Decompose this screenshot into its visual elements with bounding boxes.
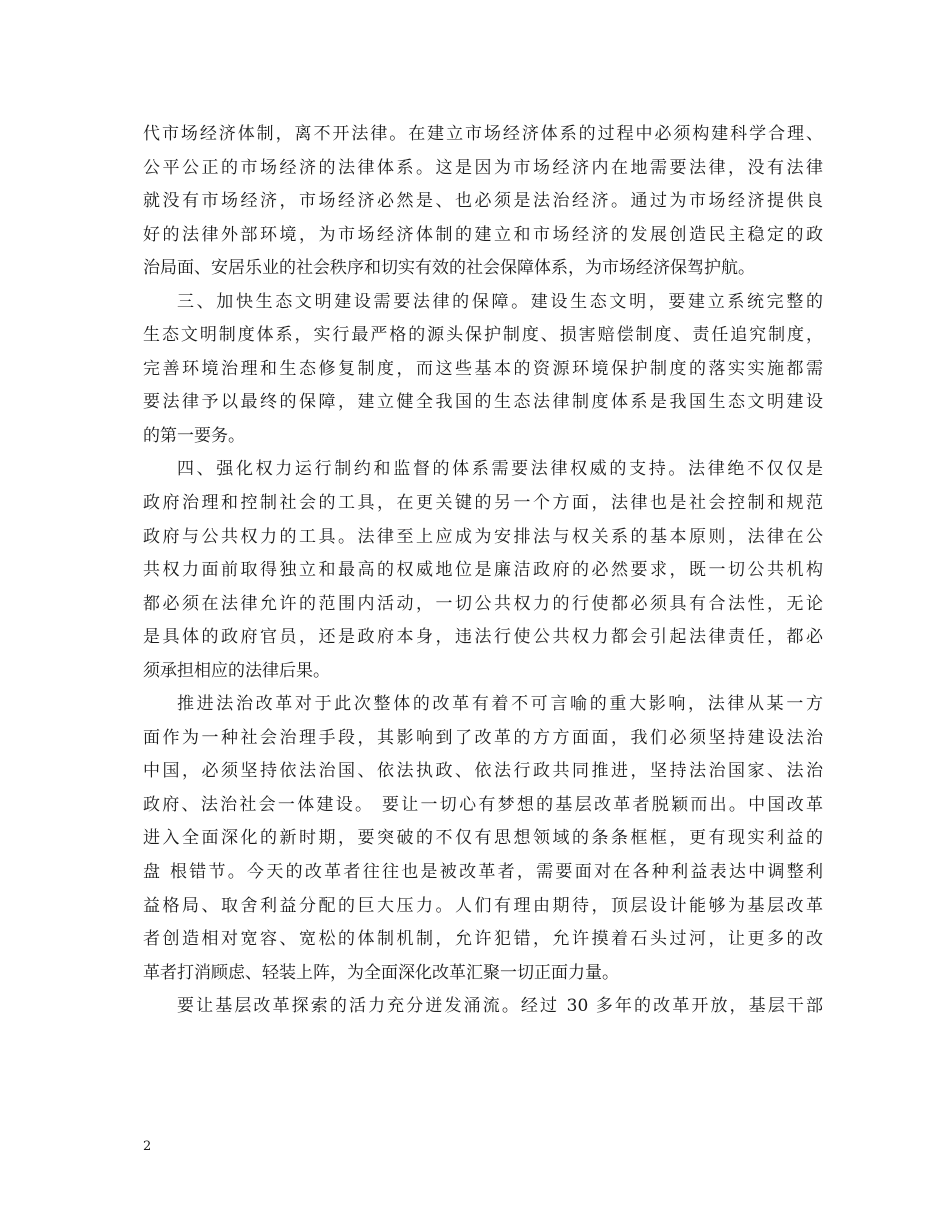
text-line: 完善环境治理和生态修复制度，而这些基本的资源环境保护制度的落实实施都需 [143,358,823,379]
text-line: 共权力面前取得独立和最高的权威地位是廉洁政府的必然要求，既一切公共机构 [143,560,823,581]
text-line: 就没有市场经济，市场经济必然是、也必须是法治经济。通过为市场经济提供良 [143,191,823,212]
text-line: 是具体的政府官员，还是政府本身，违法行使公共权力都会引起法律责任，都必 [143,627,823,648]
page-number: 2 [143,1139,152,1154]
text-line: 面作为一种社会治理手段，其影响到了改革的方方面面，我们必须坚持建设法治 [143,727,823,748]
text-line: 进入全面深化的新时期，要突破的不仅有思想领域的条条框框，更有现实利益的 [143,828,823,849]
text-line: 革者打消顾虑、轻装上阵，为全面深化改革汇聚一切正面力量。 [143,962,619,983]
text-line: 要法律予以最终的保障，建立健全我国的生态法律制度体系是我国生态文明建设 [143,392,823,413]
text-line: 推进法治改革对于此次整体的改革有着不可言喻的重大影响，法律从某一方 [177,694,823,715]
text-line: 治局面、安居乐业的社会秩序和切实有效的社会保障体系，为市场经济保驾护航。 [143,258,755,279]
text-line: 益格局、取舍利益分配的巨大压力。人们有理由期待，顶层设计能够为基层改革 [143,895,823,916]
text-line: 都必须在法律允许的范围内活动，一切公共权力的行使都必须具有合法性，无论 [143,593,823,614]
text-line: 的第一要务。 [143,425,245,446]
text-line: 中国，必须坚持依法治国、依法执政、依法行政共同推进，坚持法治国家、法治 [143,761,823,782]
text-line: 者创造相对宽容、宽松的体制机制，允许犯错，允许摸着石头过河，让更多的改 [143,929,823,950]
text-line: 四、强化权力运行制约和监督的体系需要法律权威的支持。法律绝不仅仅是 [177,459,823,480]
text-line: 须承担相应的法律后果。 [143,660,330,681]
text-line: 盘 根错节。今天的改革者往往也是被改革者，需要面对在各种利益表达中调整利 [143,862,823,883]
text-line: 要让基层改革探索的活力充分迸发涌流。经过 30 多年的改革开放，基层干部 [177,996,823,1017]
text-line: 政府治理和控制社会的工具，在更关键的另一个方面，法律也是社会控制和规范 [143,493,823,514]
text-line: 生态文明制度体系，实行最严格的源头保护制度、损害赔偿制度、责任追究制度， [143,325,823,346]
text-line: 公平公正的市场经济的法律体系。这是因为市场经济内在地需要法律，没有法律 [143,157,823,178]
text-line: 代市场经济体制，离不开法律。在建立市场经济体系的过程中必须构建科学合理、 [143,124,823,144]
text-line: 好的法律外部环境，为市场经济体制的建立和市场经济的发展创造民主稳定的政 [143,224,823,245]
text-line: 政府与公共权力的工具。法律至上应成为安排法与权关系的基本原则，法律在公 [143,526,823,547]
body-text [143,118,823,1024]
text-line: 政府、法治社会一体建设。 要让一切心有梦想的基层改革者脱颖而出。中国改革 [143,794,823,815]
text-line: 三、加快生态文明建设需要法律的保障。建设生态文明，要建立系统完整的 [177,291,823,312]
